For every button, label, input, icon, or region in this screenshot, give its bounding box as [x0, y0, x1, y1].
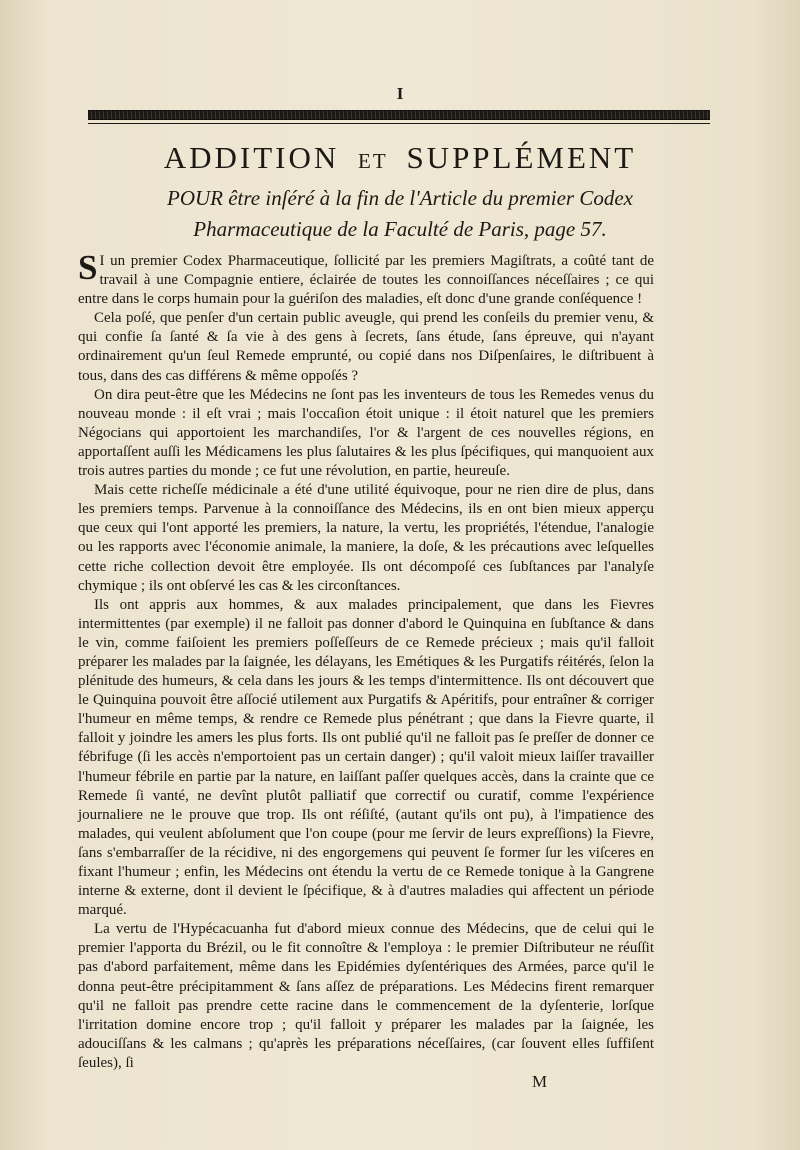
title-connector: ET — [358, 149, 388, 173]
paragraph-4: Mais cette richeſſe médicinale a été d'une utilité équivoque, pour ne rien dire de plus, dans les premiers temps. Parvenue à la connoiſſance des Médecins, ils en ont bien mieux apperçu que ceux qui l'ont apporté les premiers, la nature, la vertu, les propriétés, l'étendue, l'analogie ou les rapports avec l'économie animale, la maniere, la doſe, & les précautions avec leſquelles cette riche collection devoit être employée. Ils ont décompoſé ces ſubſtances par l'analyſe chymique ; ils ont obſervé les cas & les circonſtances. — [78, 482, 654, 594]
rule-line — [88, 123, 710, 124]
paragraph-1 — [78, 248, 654, 309]
ornamental-band — [88, 110, 710, 120]
page-subtitle — [100, 183, 700, 245]
title-word-addition: ADDITION — [163, 140, 340, 175]
subtitle-line-2: Pharmaceutique de la Faculté de Paris, page 57. — [193, 217, 607, 241]
paragraph-6: La vertu de l'Hypécacuanha fut d'abord mieux connue des Médecins, que de celui qui le premier l'apporta du Brézil, ou le fit connoître & l'employa : le premier Diſtributeur ne réuſſit pas d'abord parfaitement, même dans les Epidémies dyſentériques des Armées, parce qu'il le donna peut-être précipitamment & ſans aſſez de préparations. Les Médecins firent remarquer qu'il ne falloit pas prendre cette racine dans le commencement de la dyſenterie, lorſque l'irritation domine encore trop ; qu'il falloit y préparer les malades par la ſaignée, les adouciſſans & les calmans ; qu'après les préparations néceſſaires, (car ſouvent elles ſuffiſent ſeules), ſi — [78, 921, 654, 1071]
paragraph-3: On dira peut-être que les Médecins ne ſont pas les inventeurs de tous les Remedes venus du nouveau monde : il eſt vrai ; mais l'occaſion étoit unique : il étoit naturel que les premiers Négocians qui apportoient les marchandiſes, l'or & l'argent de ces nouvelles régions, en apportaſſent auſſi les Médicamens les plus ſalutaires & les plus ſpécifiques, qui manquoient aux trois autres parties du monde ; ce fut une révolution, en partie, heureuſe. — [78, 386, 654, 480]
paragraph-5: Ils ont appris aux hommes, & aux malades principalement, que dans les Fievres intermittentes (par exemple) il ne falloit pas donner d'abord le Quinquina en ſubſtance & dans le vin, comme faiſoient les premiers poſſeſſeurs de ce Remede précieux ; mais qu'il falloit préparer les malades par la ſaignée, les délayans, les Emétiques & les Purgatifs réitérés, ſelon la plénitude des humeurs, & cela dans les jours & les temps d'intermittence. Ils ont découvert que le Quinquina pouvoit être aſſocié utilement aux Purgatifs & Apéritifs, pour entraîner & corriger l'humeur en même temps, & rendre ce Remede plus pénétrant ; que dans la Fievre quarte, il falloit y joindre les amers les plus forts. Ils ont publié qu'il ne falloit pas ſe preſſer de donner ce fébrifuge (ſi les accès n'emportoient pas un certain danger) ; qu'il valoit mieux laiſſer travailler l'humeur fébrile en partie par la nature, en laiſſant paſſer quelques accès, dans la crainte que ce Remede ſi vanté, ne devînt plutôt palliatif que correctif ou curatif, comme l'expérience journaliere ne le prouve que trop. Ils ont réſiſté, (autant qu'ils ont pu), à l'impatience des malades, qui veulent abſolument que l'on coupe (pour me ſervir de leurs expreſſions) la Fievre, ſans s'embarraſſer de la récidive, ni des engorgemens qui peuvent ſe former ſur les viſceres en fixant l'humeur ; enfin, les Médecins ont étendu la vertu de ce Remede tonique à la Gangrene interne & externe, dont il devient le ſpécifique, & à d'autres maladies qui affectent un période marqué. — [78, 596, 654, 919]
catchword: M — [532, 1072, 548, 1091]
subtitle-line-1: POUR être inſéré à la fin de l'Article du premier Codex — [167, 186, 633, 210]
page-folio: I — [396, 84, 404, 103]
drop-cap: S — [78, 248, 98, 287]
page-title — [0, 140, 800, 176]
paragraph-2: Cela poſé, que penſer d'un certain public aveugle, qui prend les conſeils du premier venu, & qui confie ſa ſanté & ſa vie à des gens à ſecrets, ſans étude, ſans épreuve, qui n'ayant ordinairement qu'un ſeul Remede emprunté, ou copié dans nos Diſpenſaires, le diſtribuent à tous, dans des cas différens & même oppoſés ? — [78, 310, 654, 384]
title-word-supplement: SUPPLÉMENT — [406, 140, 637, 175]
paragraph-1-text: I un premier Codex Pharmaceutique, ſollicité par les premiers Magiſtrats, a coûté tant de travail à une Compagnie entiere, éclairée de toutes les connoiſſances néceſſaires ; ce qui entre dans le corps humain pour la guériſon des maladies, eſt donc d'une grande conſéquence ! — [78, 253, 654, 308]
body-text — [78, 248, 654, 1073]
